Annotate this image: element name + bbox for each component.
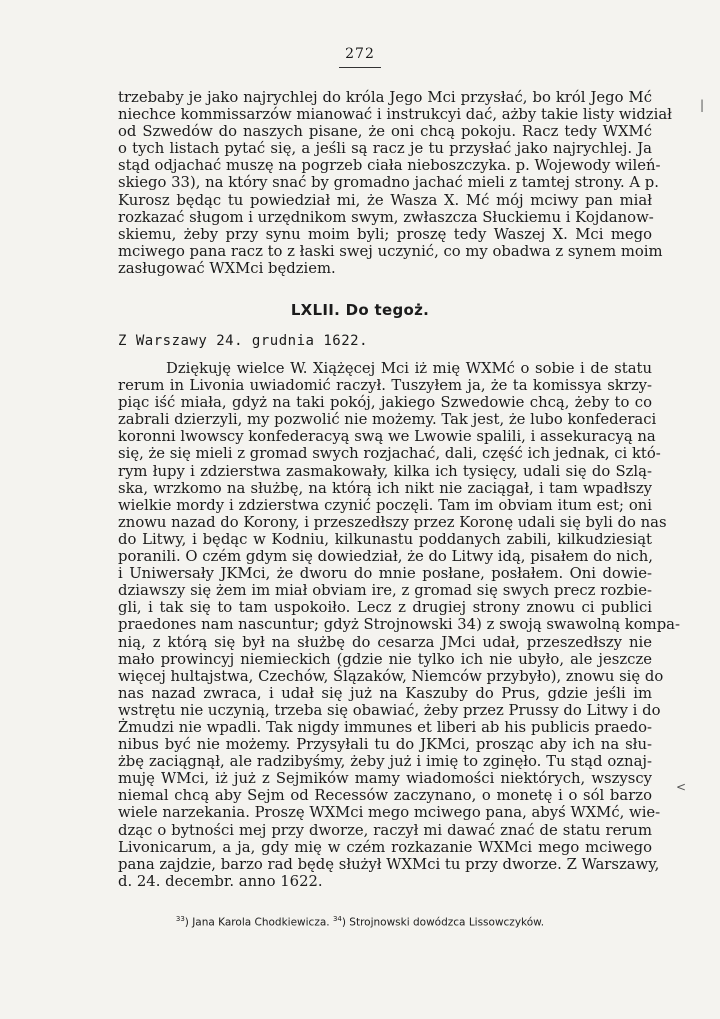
text-line: piąc iść miała, gdyż na taki pokój, jakiego Szwedowie chcą, żeby to co	[118, 394, 652, 412]
text-line: niechce kommissarzów mianować i instrukcyi dać, ażby takie listy widział	[118, 106, 672, 124]
text-line: niemal chcą aby Sejm od Recessów zaczynano, o monetę i o sól barzo	[118, 787, 652, 805]
footnote-text: ) Strojnowski dowódzca Lissowczyków.	[341, 916, 545, 929]
text-line: koronni lwowscy konfederacyą swą we Lwowie spalili, i assekuracyą na	[118, 428, 656, 446]
text-line: znowu nazad do Korony, i przeszedłszy przez Koronę udali się byli do nas	[118, 513, 667, 531]
text-line: wstrętu nie uczynią, trzeba się obawiać, żeby przez Prussy do Litwy i do	[118, 701, 661, 719]
text-line: się, że się mieli z gromad swych rozjachać, dali, część ich jednak, ci któ-	[118, 445, 661, 463]
footnote-text: ) Jana Karola Chodkiewicza.	[184, 916, 333, 929]
text-line: nas nazad zwraca, i udał się już na Kaszuby do Prus, gdzie jeśli im	[118, 684, 652, 702]
text-line: skiego 33), na który snać by gromadno jachać mieli z tamtej strony. A p.	[118, 174, 659, 192]
text-line: dząc o bytności mej przy dworze, raczył mi dawać znać de statu rerum	[118, 821, 652, 839]
footnote-number: 34	[332, 915, 342, 923]
text-line: o tych listach pytać się, a jeśli są racz je tu przysłać jako najrychlej. Ja	[118, 140, 652, 158]
text-line: mciwego pana racz to z łaski swej uczynić, co my obadwa z synem moim	[118, 242, 663, 260]
text-line: gli, i tak się to tam uspokoiło. Lecz z drugiej strony znowu ci publici	[118, 599, 652, 617]
text-line: więcej hultajstwa, Czechów, Ślązaków, Niemców przybyło), znowu się do	[118, 667, 664, 685]
text-line: Kurosz będąc tu powiedział mi, że Wasza X. Mć mój mciwy pan miał	[118, 191, 652, 209]
text-line: trzebaby je jako najrychlej do króla Jego Mci przysłać, bo król Jego Mć	[118, 89, 652, 106]
text-line: i Uniwersały JKMci, że dworu do mnie posłane, posłałem. Oni dowie-	[118, 565, 652, 583]
page-number-rule	[339, 67, 381, 68]
text-line: Dziękuję wielce W. Xiążęcej Mci iż mię WXMć o sobie i de statu	[166, 360, 652, 377]
text-line: od Szwedów do naszych pisane, że oni chcą pokoju. Racz tedy WXMć	[118, 123, 652, 141]
text-line: skiemu, żeby przy synu moim byli; proszę tedy Waszej X. Mci mego	[118, 225, 652, 243]
text-line: rerum in Livonia uwiadomić raczył. Tuszyłem ja, że ta komissya skrzy-	[118, 377, 652, 395]
margin-mark: <	[676, 780, 687, 794]
text-line: nibus być nie możemy. Przysyłali tu do JKMci, prosząc aby ich na słu-	[118, 736, 652, 754]
text-line: muję WMci, iż już z Sejmików mamy wiadomości niektórych, wszyscy	[118, 770, 652, 788]
text-line: Livonicarum, a ja, gdy mię w czém rozkazanie WXMci mego mciwego	[118, 838, 652, 856]
letter-body	[118, 360, 680, 890]
text-line: ska, wrzkomo na służbę, na którą ich nikt nie zaciągał, i tam wpadłszy	[118, 479, 652, 497]
text-line: stąd odjachać muszę na pogrzeb ciała nieboszczyka. p. Wojewody wileń-	[118, 157, 661, 175]
text-line: wielkie mordy i zdzierstwa czynić poczęli. Tam im obviam itum est; oni	[118, 496, 652, 514]
text-line: rozkazać sługom i urzędnikom swym, zwłaszcza Słuckiemu i Kojdanow-	[118, 208, 654, 226]
text-line: praedones nam nascuntur; gdyż Strojnowski 34) z swoją swawolną kompa-	[118, 616, 680, 634]
letter-dateline: Z Warszawy 24. grudnia 1622.	[118, 333, 369, 349]
text-line: zabrali dzierzyli, my pozwolić nie możemy. Tak jest, że lubo konfederaci	[118, 411, 657, 429]
text-line: wiele narzekania. Proszę WXMci mego mciwego pana, abyś WXMć, wie-	[118, 804, 661, 822]
text-line: Żmudzi nie wpadli. Tak nigdy immunes et liberi ab his publicis praedo-	[118, 718, 652, 736]
footnote-number: 33	[175, 915, 185, 923]
footnotes	[0, 915, 720, 929]
intro-paragraph	[118, 89, 672, 277]
text-line: dziawszy się żem im miał obviam ire, z gromad się swych precz rozbie-	[118, 582, 652, 600]
page-number: 272	[345, 46, 375, 62]
text-line: pana zajdzie, barzo rad będę służył WXMci tu przy dworze. Z Warszawy,	[118, 855, 660, 873]
text-line: do Litwy, i będąc w Kodniu, kilkunastu poddanych zabili, kilkudziesiąt	[118, 530, 652, 548]
text-line: nią, z którą się był na służbę do cesarza JMci udał, przeszedłszy nie	[118, 633, 652, 651]
text-line: d. 24. decembr. anno 1622.	[118, 872, 323, 890]
text-line: poranili. O czém gdym się dowiedział, że do Litwy idą, pisałem do nich,	[118, 548, 653, 566]
letter-heading: LXLII. Do tegoż.	[290, 301, 430, 319]
text-line: mało prowincyj niemieckich (gdzie nie tylko ich nie ubyło, ale jeszcze	[118, 650, 652, 668]
text-line: zasługować WXMci będziem.	[118, 259, 336, 277]
text-line: rym łupy i zdzierstwa zasmakowały, kilka ich tysięcy, udali się do Szlą-	[118, 462, 652, 480]
text-line: żbę zaciągnął, ale radzibyśmy, żeby już i imię to zginęło. Tu stąd oznaj-	[118, 753, 652, 771]
margin-mark: |	[700, 98, 705, 112]
